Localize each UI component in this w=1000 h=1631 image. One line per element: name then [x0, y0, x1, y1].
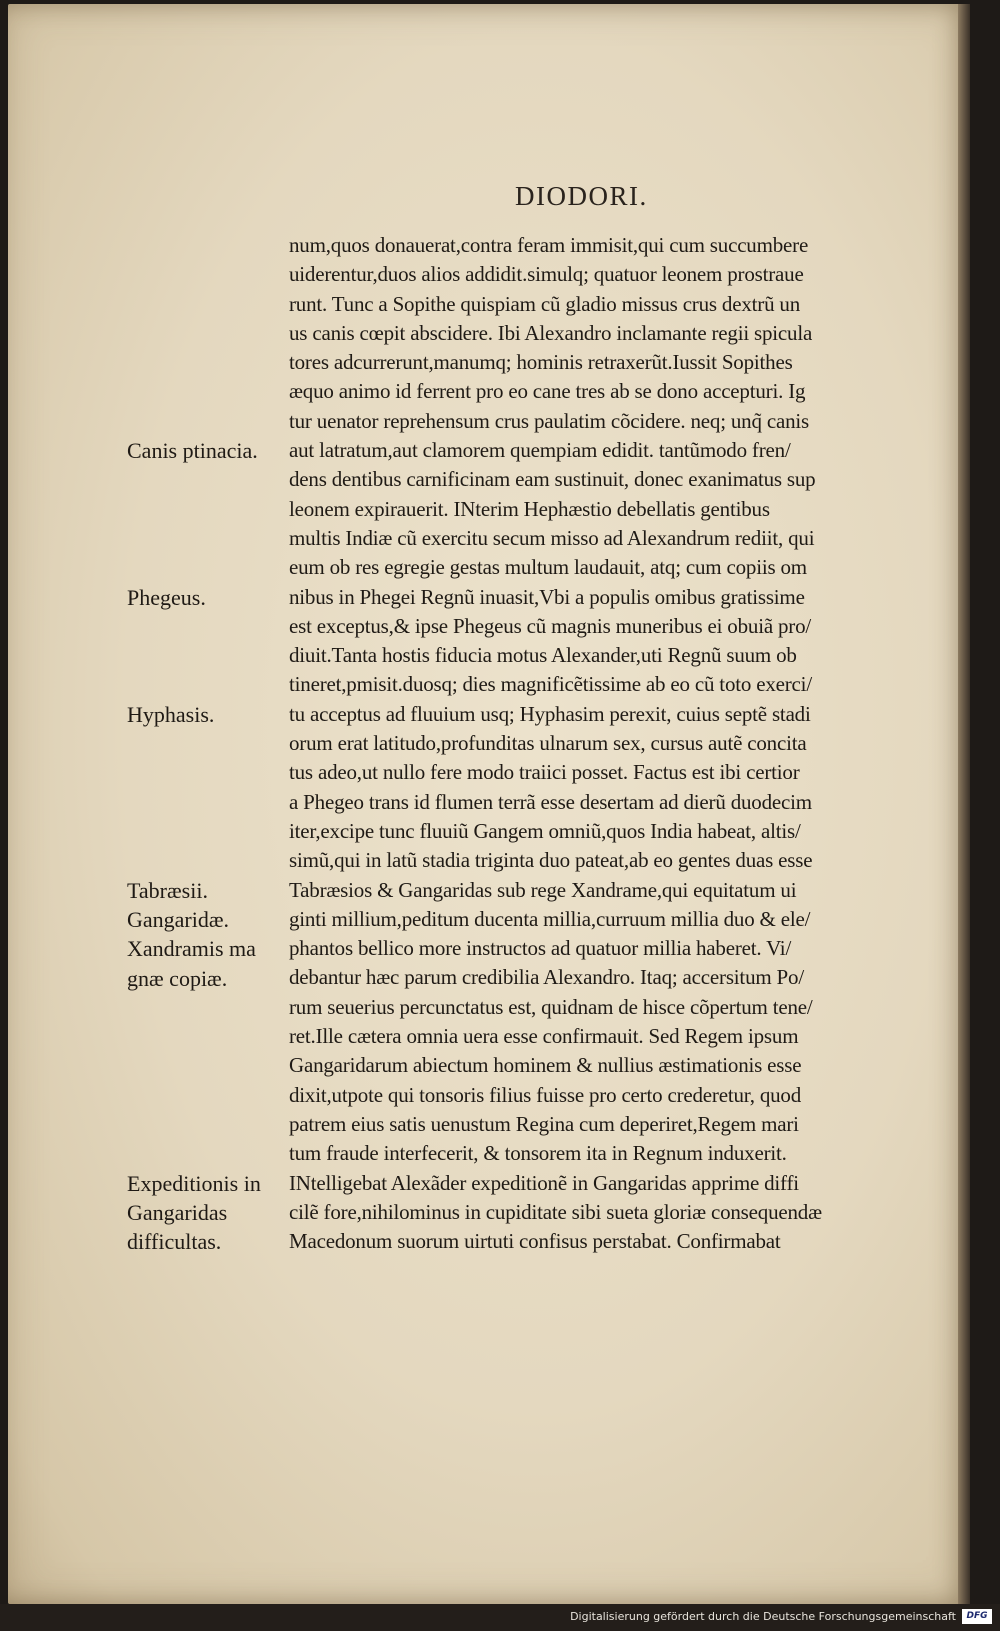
text-line: a Phegeo trans id flumen terrã esse desertam ad dierũ duodecim — [289, 789, 812, 814]
text-line: iter,excipe tunc fluuiũ Gangem omniũ,quos India habeat, altis/ — [289, 818, 801, 843]
margin-note: Hyphasis. — [127, 701, 215, 727]
margin-note: Gangaridas — [127, 1199, 228, 1225]
main-text-block — [289, 231, 902, 1256]
text-line: tum fraude interfecerit, & tonsorem ita in Regnum induxerit. — [289, 1141, 787, 1166]
text-line: debantur hæc parum credibilia Alexandro. Itaq; accersitum Po/ — [289, 965, 804, 990]
running-title: DIODORI. — [515, 181, 648, 211]
text-line: tineret,pmisit.duosq; dies magnificẽtissime ab eo cũ toto exerci/ — [289, 672, 812, 697]
text-line: INtelligebat Alexãder expeditionẽ in Gangaridas apprime diffi — [289, 1170, 799, 1195]
footer-bar — [0, 1604, 1000, 1631]
text-line: us canis cœpit abscidere. Ibi Alexandro inclamante regii spicula — [289, 320, 813, 345]
text-line: aut latratum,aut clamorem quempiam edidit. tantũmodo fren/ — [289, 438, 791, 463]
text-line: orum erat latitudo,profunditas ulnarum sex, cursus autẽ concita — [289, 731, 807, 756]
text-line: phantos bellico more instructos ad quatuor millia haberet. Vi/ — [289, 936, 792, 961]
text-line: nibus in Phegei Regnũ inuasit,Vbi a populis omibus gratissime — [289, 584, 805, 609]
dfg-logo-icon: DFG — [962, 1609, 992, 1624]
text-line: multis Indiæ cũ exercitu secum misso ad Alexandrum rediit, qui — [289, 525, 815, 550]
text-line: dens dentibus carnificinam eam sustinuit, donec exanimatus sup — [289, 467, 816, 492]
text-line: simũ,qui in latũ stadia triginta duo pateat,ab eo gentes duas esse — [289, 848, 813, 873]
margin-note: Phegeus. — [127, 584, 206, 610]
text-line: tu acceptus ad fluuium usq; Hyphasim perexit, cuius septẽ stadi — [289, 701, 811, 726]
text-line: eum ob res egregie gestas multum laudauit, atq; cum copiis om — [289, 555, 807, 580]
text-line: cilẽ fore,nihilominus in cupiditate sibi sueta gloriæ consequendæ — [289, 1199, 822, 1224]
text-line: Tabræsios & Gangaridas sub rege Xandrame,qui equitatum ui — [289, 877, 797, 902]
text-line: tur uenator reprehensum crus paulatim cõcidere. neq; unq̃ canis — [289, 408, 809, 433]
margin-note: Xandramis ma — [127, 936, 256, 962]
text-line: diuit.Tanta hostis fiducia motus Alexander,uti Regnũ suum ob — [289, 643, 797, 668]
text-line: uiderentur,duos alios addidit.simulq; quatuor leonem prostraue — [289, 262, 804, 287]
text-line: Macedonum suorum uirtuti confisus perstabat. Confirmabat — [289, 1229, 781, 1254]
margin-note: gnæ copiæ. — [127, 965, 228, 991]
text-line: leonem expirauerit. INterim Hephæstio debellatis gentibus — [289, 496, 770, 521]
margin-note: Gangaridæ. — [127, 906, 230, 932]
text-line: dixit,utpote qui tonsoris filius fuisse pro certo crederetur, quod — [289, 1082, 802, 1107]
text-line: ret.Ille cætera omnia uera esse confirmauit. Sed Regem ipsum — [289, 1024, 799, 1049]
text-line: tores adcurrerunt,manumq; hominis retraxerũt.Iussit Sopithes — [289, 350, 793, 375]
text-line: tus adeo,ut nullo fere modo traiici posset. Factus est ibi certior — [289, 760, 800, 785]
margin-note: Tabræsii. — [127, 877, 208, 903]
text-line: rum seuerius percunctatus est, quidnam de hisce cõpertum tene/ — [289, 994, 813, 1019]
page-gutter — [958, 4, 970, 1604]
text-line: Gangaridarum abiectum hominem & nullius æstimationis esse — [289, 1053, 802, 1078]
text-line: patrem eius satis uenustum Regina cum deperiret,Regem mari — [289, 1111, 799, 1136]
margin-note: Canis ptinacia. — [127, 438, 258, 464]
margin-note: difficultas. — [127, 1229, 222, 1255]
margin-note: Expeditionis in — [127, 1170, 261, 1196]
text-line: est exceptus,& ipse Phegeus cũ magnis muneribus ei obuiã pro/ — [289, 613, 812, 638]
text-line: æquo animo id ferrent pro eo cane tres ab se dono accepturi. Ig — [289, 379, 806, 404]
text-line: runt. Tunc a Sopithe quispiam cũ gladio missus crus dextrũ un — [289, 291, 801, 316]
text-line: num,quos donauerat,contra feram immisit,qui cum succumbere — [289, 233, 809, 257]
footer-credit: Digitalisierung gefördert durch die Deutsche Forschungsgemeinschaft — [570, 1610, 956, 1623]
text-line: ginti millium,peditum ducenta millia,curruum millia duo & ele/ — [289, 906, 811, 931]
